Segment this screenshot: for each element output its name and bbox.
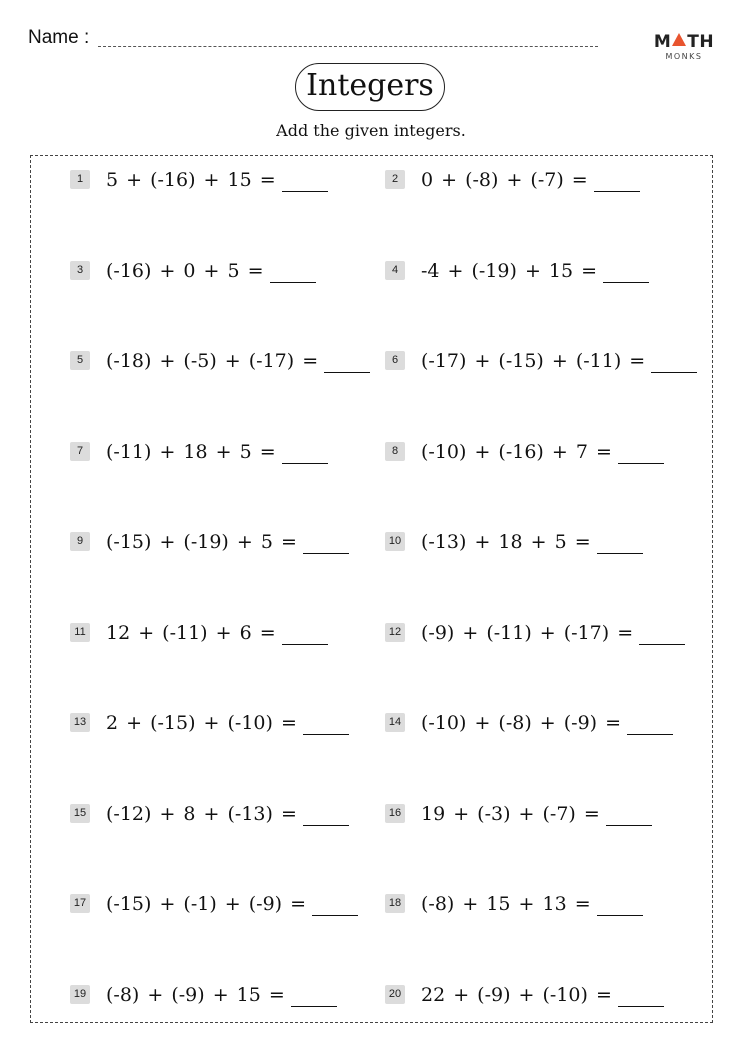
problem-number: 4 (385, 261, 405, 280)
expression-text: (-11) + 18 + 5 = (106, 441, 276, 463)
problem-expression (106, 438, 328, 466)
expression-text: (-15) + (-19) + 5 = (106, 531, 297, 553)
problem-number: 20 (385, 985, 405, 1004)
expression-text: 12 + (-11) + 6 = (106, 622, 276, 644)
problem-expression (106, 981, 337, 1009)
problem-number: 17 (70, 894, 90, 913)
answer-blank[interactable] (627, 714, 673, 735)
expression-text: (-8) + 15 + 13 = (421, 893, 591, 915)
answer-blank[interactable] (639, 624, 685, 645)
expression-text: 0 + (-8) + (-7) = (421, 169, 588, 191)
problem-number: 11 (70, 623, 90, 642)
answer-blank[interactable] (303, 533, 349, 554)
problem-number: 10 (385, 532, 405, 551)
problem-number: 13 (70, 713, 90, 732)
problem-expression (106, 257, 316, 285)
problem-number: 5 (70, 351, 90, 370)
problem-expression (106, 709, 349, 737)
problem-number: 7 (70, 442, 90, 461)
problem-expression (106, 800, 349, 828)
expression-text: (-10) + (-8) + (-9) = (421, 712, 622, 734)
logo-triangle-icon (672, 33, 686, 46)
problem-expression (421, 709, 673, 737)
problem-number: 19 (70, 985, 90, 1004)
answer-blank[interactable] (618, 986, 664, 1007)
logo-wordmark (652, 32, 716, 52)
answer-blank[interactable] (603, 262, 649, 283)
expression-text: (-15) + (-1) + (-9) = (106, 893, 307, 915)
expression-text: (-10) + (-16) + 7 = (421, 441, 612, 463)
name-label: Name : (28, 27, 90, 48)
problem-expression (421, 890, 643, 918)
expression-text: (-16) + 0 + 5 = (106, 260, 264, 282)
problem-number: 12 (385, 623, 405, 642)
expression-text: 2 + (-15) + (-10) = (106, 712, 297, 734)
expression-text: 5 + (-16) + 15 = (106, 169, 276, 191)
problem-number: 6 (385, 351, 405, 370)
problem-expression (421, 438, 664, 466)
answer-blank[interactable] (303, 805, 349, 826)
problem-number: 8 (385, 442, 405, 461)
problem-number: 3 (70, 261, 90, 280)
answer-blank[interactable] (291, 986, 337, 1007)
answer-blank[interactable] (282, 171, 328, 192)
problem-expression (106, 890, 358, 918)
expression-text: (-8) + (-9) + 15 = (106, 984, 285, 1006)
problem-expression (421, 981, 664, 1009)
answer-blank[interactable] (597, 533, 643, 554)
problem-number: 16 (385, 804, 405, 823)
problem-expression (421, 800, 652, 828)
logo-text-m: M (653, 32, 672, 52)
problem-number: 1 (70, 170, 90, 189)
expression-text: (-13) + 18 + 5 = (421, 531, 591, 553)
problem-expression (106, 619, 328, 647)
problem-expression (421, 347, 697, 375)
problem-number: 2 (385, 170, 405, 189)
name-field[interactable] (98, 46, 598, 47)
expression-text: -4 + (-19) + 15 = (421, 260, 598, 282)
expression-text: (-18) + (-5) + (-17) = (106, 350, 319, 372)
logo-text-th: TH (687, 32, 715, 52)
problem-expression (421, 166, 640, 194)
problem-number: 15 (70, 804, 90, 823)
answer-blank[interactable] (312, 895, 358, 916)
answer-blank[interactable] (597, 895, 643, 916)
expression-text: 22 + (-9) + (-10) = (421, 984, 612, 1006)
problem-expression (106, 347, 370, 375)
problem-number: 14 (385, 713, 405, 732)
problem-expression (421, 619, 685, 647)
expression-text: (-17) + (-15) + (-11) = (421, 350, 646, 372)
answer-blank[interactable] (324, 352, 370, 373)
problem-number: 9 (70, 532, 90, 551)
answer-blank[interactable] (282, 624, 328, 645)
answer-blank[interactable] (270, 262, 316, 283)
expression-text: (-9) + (-11) + (-17) = (421, 622, 634, 644)
answer-blank[interactable] (282, 443, 328, 464)
problem-number: 18 (385, 894, 405, 913)
answer-blank[interactable] (618, 443, 664, 464)
problem-expression (106, 528, 349, 556)
mathmonks-logo (652, 32, 716, 66)
answer-blank[interactable] (606, 805, 652, 826)
answer-blank[interactable] (303, 714, 349, 735)
answer-blank[interactable] (651, 352, 697, 373)
expression-text: 19 + (-3) + (-7) = (421, 803, 600, 825)
logo-subtext: MONKS (665, 52, 703, 61)
answer-blank[interactable] (594, 171, 640, 192)
problem-expression (421, 257, 649, 285)
page-title: Integers (295, 63, 445, 111)
expression-text: (-12) + 8 + (-13) = (106, 803, 297, 825)
problem-expression (106, 166, 328, 194)
problem-expression (421, 528, 643, 556)
name-row (28, 26, 598, 52)
instruction-text: Add the given integers. (276, 121, 466, 140)
